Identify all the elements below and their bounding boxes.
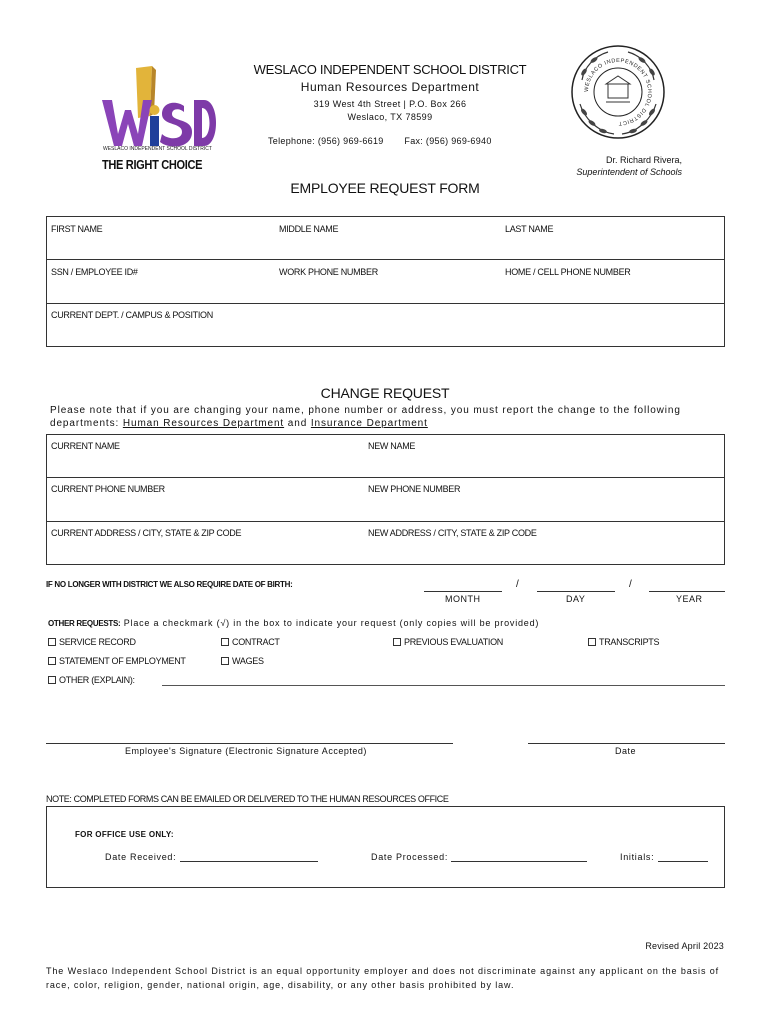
wages-option[interactable]: WAGES [221,656,264,666]
district-seal [570,44,666,140]
date-processed-input[interactable] [451,861,587,862]
dob-year-caption: YEAR [676,594,703,604]
employee-signature-input[interactable] [46,743,453,744]
dob-day-input[interactable] [537,591,615,592]
checkbox-icon[interactable] [588,638,596,646]
address-line-2: Weslaco, TX 78599 [347,112,433,122]
current-phone-field[interactable]: CURRENT PHONE NUMBER [51,484,165,494]
table-row [47,260,724,304]
new-name-field[interactable]: NEW NAME [368,441,416,451]
current-name-field[interactable]: CURRENT NAME [51,441,120,451]
logo-district-text: WESLACO INDEPENDENT SCHOOL DISTRICT [103,146,212,152]
hr-department-link: Human Resources Department [122,418,285,429]
transcripts-option[interactable]: TRANSCRIPTS [588,637,659,647]
work-phone-field[interactable]: WORK PHONE NUMBER [279,267,378,277]
initials-input[interactable] [658,861,708,862]
middle-name-field[interactable]: MIDDLE NAME [279,224,339,234]
checkbox-icon[interactable] [221,657,229,665]
submission-note: NOTE: COMPLETED FORMS CAN BE EMAILED OR DELIVERED TO THE HUMAN RESOURCES OFFICE [46,794,449,804]
superintendent-title: Superintendent of Schools [576,167,682,177]
table-row [47,217,724,260]
insurance-department-link: Insurance Department [310,418,428,429]
change-request-table [46,434,725,565]
current-address-field[interactable]: CURRENT ADDRESS / CITY, STATE & ZIP CODE [51,528,242,538]
contract-option[interactable]: CONTRACT [221,637,280,647]
other-requests-instruction: OTHER REQUESTS: Place a checkmark (√) in the box to indicate your request (only copies will be provided) [48,618,540,628]
initials-field: Initials: [620,852,708,862]
logo-tagline: THE RIGHT CHOICE [102,157,203,172]
new-address-field[interactable]: NEW ADDRESS / CITY, STATE & ZIP CODE [368,528,537,538]
first-name-field[interactable]: FIRST NAME [51,224,103,234]
form-title: EMPLOYEE REQUEST FORM [290,180,480,196]
date-received-field: Date Received: [105,852,318,862]
ssn-field[interactable]: SSN / EMPLOYEE ID# [51,267,138,277]
current-dept-field[interactable]: CURRENT DEPT. / CAMPUS & POSITION [51,310,213,320]
checkbox-icon[interactable] [48,657,56,665]
table-row [47,478,724,522]
date-processed-field: Date Processed: [371,852,587,862]
address-line-1: 319 West 4th Street | P.O. Box 266 [313,99,467,109]
home-phone-field[interactable]: HOME / CELL PHONE NUMBER [505,267,631,277]
superintendent-name: Dr. Richard Rivera, [605,155,682,165]
office-use-title: FOR OFFICE USE ONLY: [75,830,174,839]
last-name-field[interactable]: LAST NAME [505,224,554,234]
dob-separator: / [629,579,632,590]
table-row [47,435,724,478]
change-request-title: CHANGE REQUEST [320,385,450,401]
office-use-box [46,806,725,888]
date-received-input[interactable] [180,861,318,862]
statement-of-employment-option[interactable]: STATEMENT OF EMPLOYMENT [48,656,186,666]
checkbox-icon[interactable] [221,638,229,646]
eeo-statement: The Weslaco Independent School District is an equal opportunity employer and does not discriminate against any applicant on the basis of race, color, religion, gender, national origin, age, disability, or any other basis prohibited by law. [46,966,720,990]
department-name: Human Resources Department [300,80,480,94]
employee-signature-caption: Employee's Signature (Electronic Signature Accepted) [125,746,367,756]
district-name: WESLACO INDEPENDENT SCHOOL DISTRICT [253,62,527,77]
signature-date-input[interactable] [528,743,725,744]
fax: Fax: (956) 969-6940 [404,136,492,146]
table-row [47,304,724,348]
dob-month-caption: MONTH [445,594,481,604]
dob-month-input[interactable] [424,591,502,592]
other-option[interactable]: OTHER (EXPLAIN): [48,675,135,685]
table-row [47,522,724,566]
superintendent [576,154,682,178]
service-record-option[interactable]: SERVICE RECORD [48,637,136,647]
dob-separator: / [516,579,519,590]
checkbox-icon[interactable] [48,638,56,646]
dob-label: IF NO LONGER WITH DISTRICT WE ALSO REQUIRE DATE OF BIRTH: [46,580,293,589]
contact-numbers [268,136,510,146]
dob-year-input[interactable] [649,591,725,592]
new-phone-field[interactable]: NEW PHONE NUMBER [368,484,461,494]
checkbox-icon[interactable] [48,676,56,684]
letterhead [230,62,550,122]
signature-date-caption: Date [615,746,637,756]
revision-date: Revised April 2023 [645,941,724,951]
change-request-note: Please note that if you are changing your name, phone number or address, you must report the change to the following departments: Human Resources Department and Insurance Department [50,405,681,429]
other-explain-input[interactable] [162,685,725,686]
previous-evaluation-option[interactable]: PREVIOUS EVALUATION [393,637,503,647]
employee-info-table [46,216,725,347]
checkbox-icon[interactable] [393,638,401,646]
telephone: Telephone: (956) 969-6619 [268,136,384,146]
dob-day-caption: DAY [566,594,586,604]
svg-text:WESLACO INDEPENDENT SCHOOL DIS: WESLACO INDEPENDENT SCHOOL DISTRICT [583,57,653,127]
